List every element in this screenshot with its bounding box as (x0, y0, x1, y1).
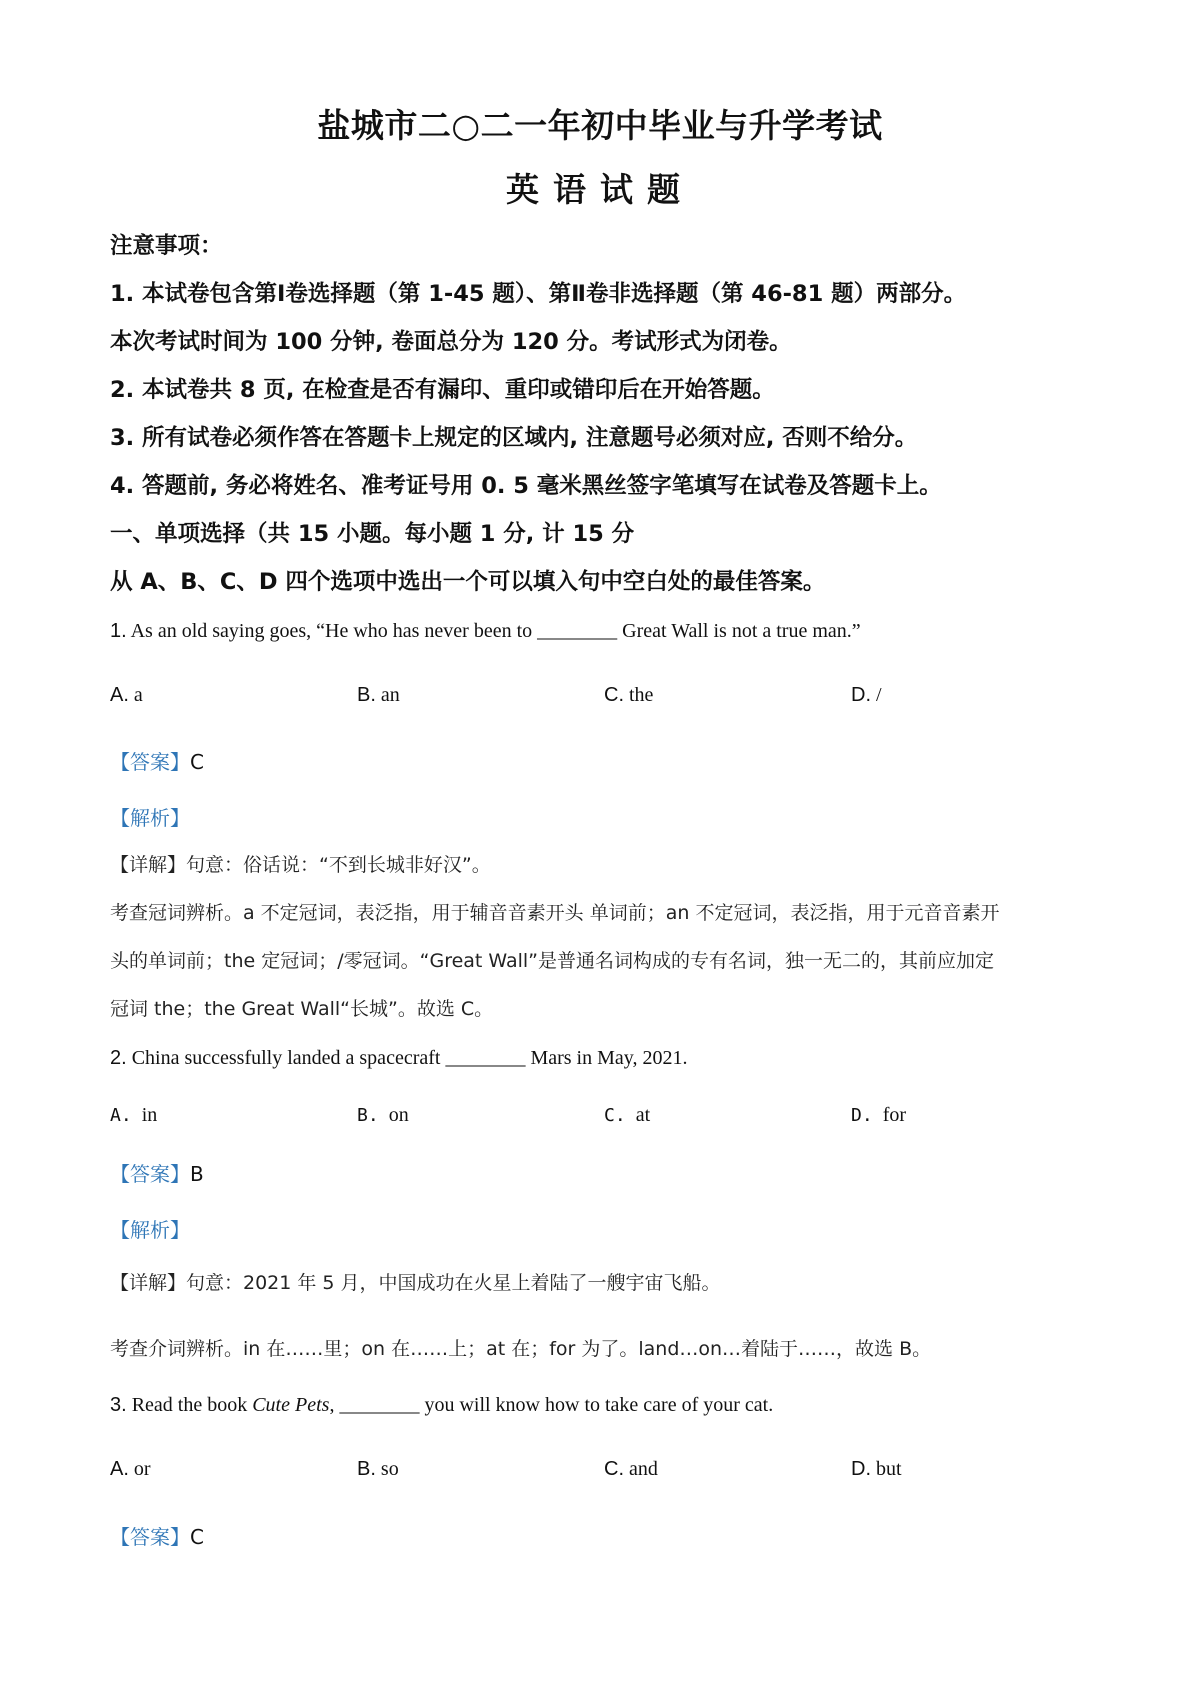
question-text: As an old saying goes, “He who has never been to ________ Great Wall is not a true man.” (130, 620, 861, 642)
answer-value: B (190, 1162, 204, 1186)
option-a: A. or (110, 1458, 151, 1480)
question-text: China successfully landed a spacecraft ________ Mars in May, 2021. (131, 1047, 688, 1069)
answer-label: 【答案】 (110, 750, 190, 774)
notice-line: 4. 答题前, 务必将姓名、准考证号用 0. 5 毫米黑丝签字笔填写在试卷及答题卡上。 (110, 473, 942, 499)
answer-row (110, 1158, 204, 1187)
option-a: A. a (110, 684, 143, 706)
notice-line: 本次考试时间为 100 分钟, 卷面总分为 120 分。考试形式为闭卷。 (110, 329, 792, 355)
question-1-stem (110, 620, 861, 643)
explanation-line: 考查介词辨析。in 在……里；on 在……上；at 在；for 为了。land…on…着陆于……，故选 B。 (110, 1338, 932, 1360)
option-b: B. on (357, 1104, 409, 1126)
answer-row (110, 1521, 204, 1550)
option-d: D. but (851, 1458, 902, 1480)
option-b: B. an (357, 684, 400, 706)
section-instruction: 从 A、B、C、D 四个选项中选出一个可以填入句中空白处的最佳答案。 (110, 569, 826, 595)
answer-label: 【答案】 (110, 1162, 190, 1186)
notice-heading: 注意事项： (110, 233, 223, 259)
answer-value: C (190, 1525, 204, 1549)
option-d: D. / (851, 684, 882, 706)
explanation-line: 考查冠词辨析。a 不定冠词，表泛指，用于辅音音素开头 单词前；an 不定冠词，表泛指，用于元音音素开 (110, 902, 1000, 924)
option-c: C. the (604, 684, 654, 706)
answer-label: 【答案】 (110, 1525, 190, 1549)
book-title: Cute Pets (252, 1394, 330, 1416)
notice-line: 1. 本试卷包含第Ⅰ卷选择题（第 1-45 题）、第Ⅱ卷非选择题（第 46-81 题）两部分。 (110, 281, 967, 307)
analysis-label: 【解析】 (110, 806, 190, 830)
option-d: D. for (851, 1104, 907, 1126)
question-2-stem (110, 1047, 687, 1070)
analysis-label: 【解析】 (110, 1218, 190, 1242)
answer-value: C (190, 750, 204, 774)
option-c: C. and (604, 1458, 658, 1480)
question-3-stem (110, 1394, 773, 1417)
exam-subtitle: 英语试题 (506, 170, 694, 209)
section-heading: 一、单项选择（共 15 小题。每小题 1 分, 计 15 分 (110, 521, 635, 547)
explanation-line: 头的单词前；the 定冠词；/零冠词。“Great Wall”是普通名词构成的专有名词，独一无二的，其前应加定 (110, 950, 995, 972)
question-text: Read the book (131, 1394, 253, 1416)
notice-line: 3. 所有试卷必须作答在答题卡上规定的区域内, 注意题号必须对应, 否则不给分。 (110, 425, 918, 451)
explanation-line: 【详解】句意：俗话说：“不到长城非好汉”。 (110, 854, 491, 876)
exam-title: 盐城市二○二一年初中毕业与升学考试 (317, 106, 883, 145)
notice-line: 2. 本试卷共 8 页, 在检查是否有漏印、重印或错印后在开始答题。 (110, 377, 775, 403)
explanation-line: 【详解】句意：2021 年 5 月，中国成功在火星上着陆了一艘宇宙飞船。 (110, 1272, 721, 1294)
option-a: A. in (110, 1104, 158, 1126)
option-b: B. so (357, 1458, 399, 1480)
question-number: 2. (110, 1047, 127, 1069)
answer-row (110, 746, 204, 775)
explanation-line: 冠词 the；the Great Wall“长城”。故选 C。 (110, 998, 494, 1020)
question-text: , ________ you will know how to take care of your cat. (329, 1394, 774, 1416)
option-c: C. at (604, 1104, 651, 1126)
question-number: 1. (110, 620, 127, 642)
question-number: 3. (110, 1394, 127, 1416)
